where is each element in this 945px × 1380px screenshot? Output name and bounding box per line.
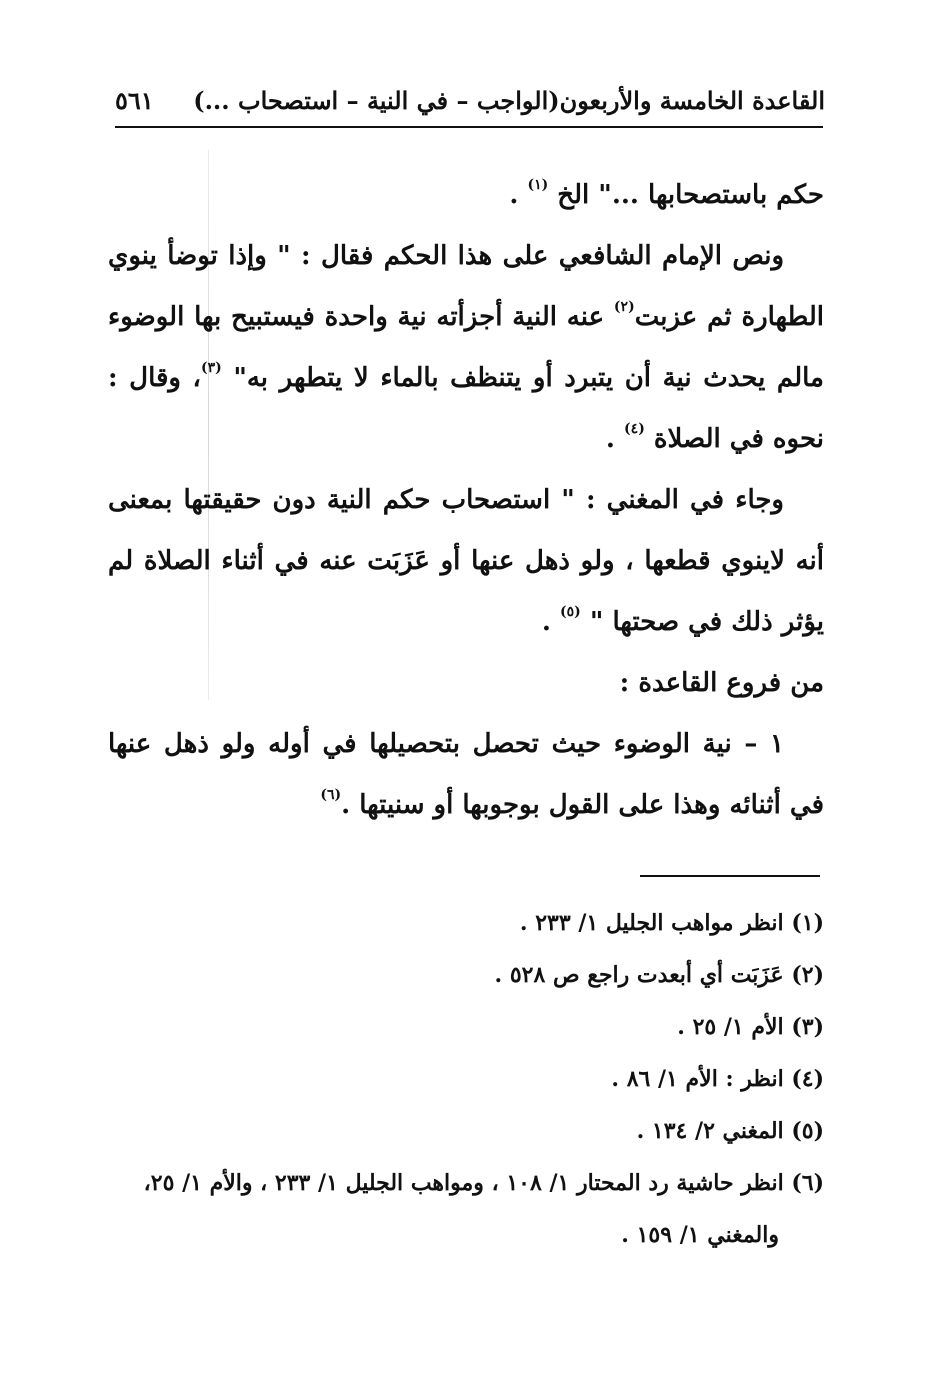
footnote-ref: (٤) (624, 421, 645, 437)
footnote-2: (٢) عَزَبَت أي أبعدت راجع ص ٥٢٨ . (494, 962, 824, 988)
paragraph-1-text: حكم باستصحابها ..." الخ (557, 180, 824, 210)
header-divider (115, 126, 823, 128)
paragraph-3 (108, 470, 824, 653)
footnote-divider (640, 875, 820, 877)
paragraph-2-text-c: ، وقال : نحوه في الصلاة (108, 363, 824, 454)
paragraph-3-text: وجاء في المغني : " استصحاب حكم النية دون حقيقتها بمعنى أنه لاينوي قطعها ، ولو ذهل عنها أو عَزَبَت عنه في أثناء الصلاة لم يؤثر ذلك في صحتها " (108, 485, 824, 637)
paragraph-1 (108, 165, 824, 226)
paragraph-2-text-b: عنه النية أجزأته نية واحدة فيستبيح بها الوضوء مالم يحدث نية أن يتبرد أو يتنظف بالماء لا يتطهر به" (108, 302, 824, 393)
footnote-1: (١) انظر مواهب الجليل ١/ ٢٣٣ . (519, 910, 824, 936)
paragraph-2 (108, 226, 824, 470)
footnotes (108, 897, 824, 1261)
running-title: القاعدة الخامسة والأربعون(الواجب – في النية – استصحاب ...) (193, 85, 825, 115)
paragraph-3-end: . (541, 607, 551, 637)
footnote-6: (٦) انظر حاشية رد المحتار ١/ ١٠٨ ، ومواهب الجليل ١/ ٢٣٣ ، والأم ١/ ٢٥، (143, 1170, 824, 1196)
page-number: ٥٦١ (115, 85, 154, 115)
list-item-1 (108, 714, 824, 836)
section-heading: من فروع القاعدة : (619, 668, 824, 698)
paragraph-1-end: . (509, 180, 519, 210)
footnote-ref: (٥) (560, 604, 581, 620)
footnote-ref: (١) (527, 177, 549, 193)
footnote-6-continuation: والمغني ١/ ١٥٩ . (621, 1222, 779, 1248)
paragraph-2-text-a: ونص الإمام الشافعي على هذا الحكم فقال : " وإذا توضأ ينوي الطهارة ثم عزبت (108, 241, 825, 332)
page-header (115, 78, 825, 122)
paragraph-2-end: . (605, 424, 615, 454)
footnote-5: (٥) المغني ٢/ ١٣٤ . (636, 1118, 824, 1144)
footnote-ref: (٣) (200, 360, 222, 376)
footnote-ref: (٦) (320, 787, 342, 803)
footnote-3: (٣) الأم ١/ ٢٥ . (677, 1014, 824, 1040)
main-text (108, 165, 824, 836)
list-item-1-text: ١ – نية الوضوء حيث تحصل بتحصيلها في أوله ولو ذهل عنها في أثنائه وهذا على القول بوجوبها أو سنيتها . (108, 729, 824, 820)
footnote-ref: (٢) (613, 299, 635, 315)
footnote-4: (٤) انظر : الأم ١/ ٨٦ . (611, 1066, 824, 1092)
